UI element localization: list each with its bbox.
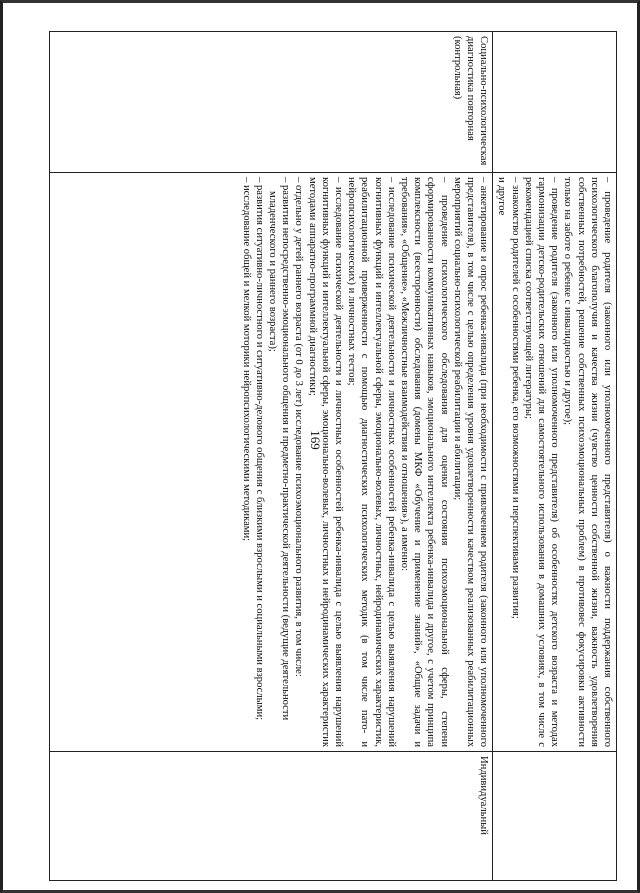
rehab-table <box>49 31 617 881</box>
content-paragraph: и другое <box>496 177 508 216</box>
service-name-cell: Социально-психологическая диагностика повторная (контрольная) <box>50 32 493 173</box>
content-paragraph: – отдельно у детей раннего возраста (от 0 до 3 лет) исследование психоэмоционального развития, в том числе: <box>293 177 305 677</box>
content-paragraph: – знакомство родителей с особенностями ребенка, его возможностями и перспективами развития; <box>509 177 521 619</box>
service-content-cell <box>493 173 617 752</box>
content-paragraph: – проведение родителя (законного или уполномоченного представителя) об особенностях детского возраста и методах гармонизации детско-родительских отношений для самостоятельного использования в домашних условиях, в том числе с рекомендацией списка соответствующей литературы; <box>522 177 561 747</box>
content-paragraph: – исследование общей и мелкой моторики нейропсихологическими методиками; <box>240 177 252 542</box>
content-subitem: – развития непосредственно-эмоционального общения и предметно-практической деятельности (ведущие деятельности младенческого и раннего возраста); <box>266 177 292 721</box>
service-content-cell <box>50 173 493 752</box>
rotated-page <box>39 19 617 877</box>
content-paragraph: – исследование психической деятельности и личностных особенностей ребенка-инвалида с целью выявления нарушений когнитивных функций и интеллектуальной сферы, эмоционально-волевых, личностных и нейродинамических характеристик методами аппаратно-программной диагностики; <box>306 177 344 747</box>
content-paragraph: – проведение психологического обследования для оценки состояния психоэмоциональной сферы, степени сформированности коммуникативных навыков, эмоционального интеллекта ребенка-инвалида и другое, с учетом принципа комплексности (всесторонности) обследования (домены МКФ «Обучение и применение знаний», «Общие задачи и требования», «Общение», «Межличностные взаимодействия и отношения»), а именно: <box>398 177 450 747</box>
content-paragraph: – проведение родителя (законного или уполномоченного представителя) о важности поддержания собственного психологического благополучия и качества жизни (чувство ценности собственной жизни, важность удовлетворения собственных потребностей, решение собственных психоэмоциональных проблем) в противовес фокусировки активности только на заботе о ребенке с инвалидностью и другое); <box>562 177 613 747</box>
content-subitem: – развития ситуативно-личностного и ситуативно-делового общения с близкими взрослыми и социальными взрослыми; <box>253 177 265 721</box>
page-number: 169 <box>308 430 323 450</box>
service-name-cell <box>493 32 617 173</box>
service-type-cell: Индивидуальный <box>50 752 493 881</box>
table-row <box>50 32 493 881</box>
content-paragraph: – исследование психической деятельности и личностных особенностей ребенка-инвалида с целью выявления нарушений когнитивных функций и интеллектуальной сферы, эмоционально-волевых, личностных, нейродинамических характеристик, реабилитационной приверженности с помощью диагностических психологических методик (в том числе пато- и нейропсихологических) и личностных тестов; <box>346 177 397 747</box>
service-type-cell <box>493 752 617 881</box>
table-row <box>493 32 617 881</box>
content-paragraph: – анкетирование и опрос ребенка-инвалида (при необходимости с привлечением родителя (законного или уполномоченного представителя), в том числе с целью определения уровня удовлетворенности качеством реализованных реабилитационных мероприятий социально-психологической реабилитации и абилитации; <box>451 177 490 747</box>
